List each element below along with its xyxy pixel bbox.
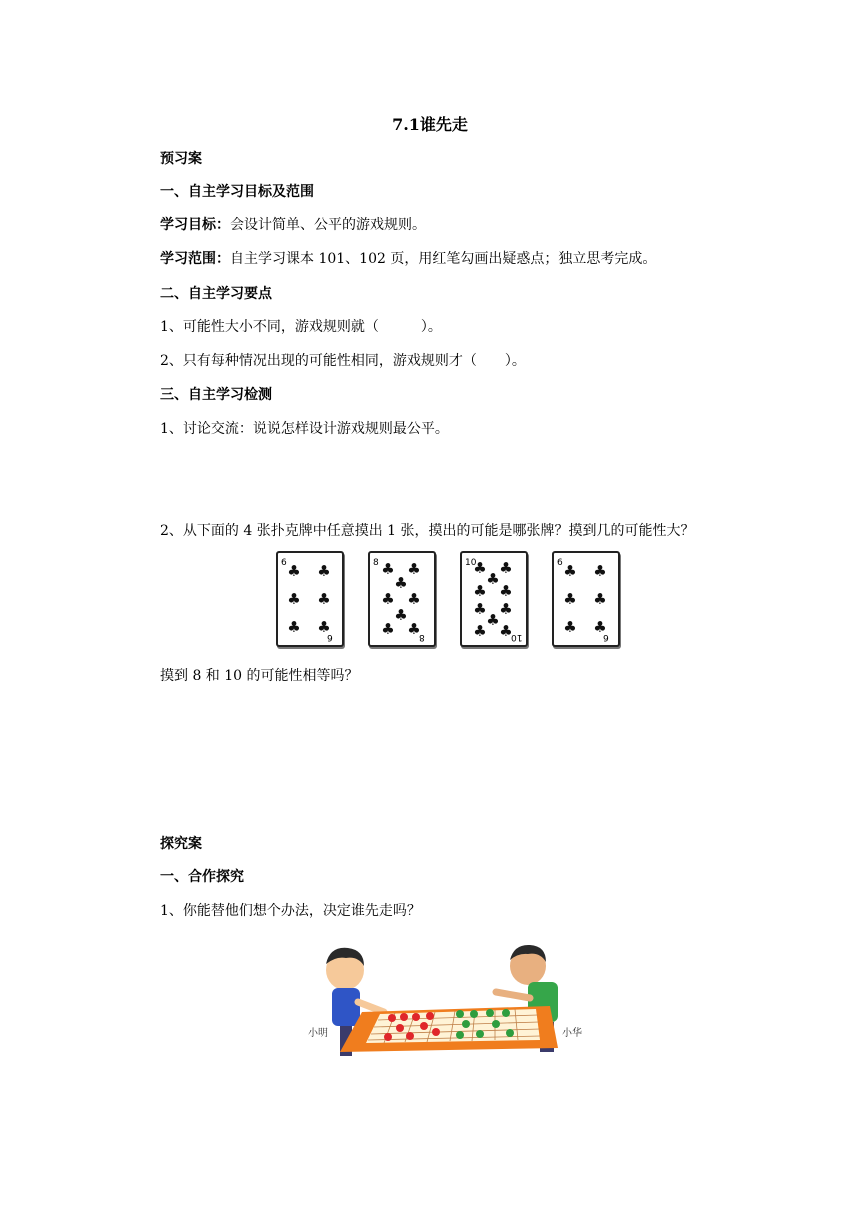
club-pip-icon: ♣ — [563, 590, 577, 608]
club-pip-icon: ♣ — [407, 590, 421, 608]
club-pip-icon: ♣ — [486, 570, 500, 588]
scope-text: 自主学习课本 101、102 页，用红笔勾画出疑惑点；独立思考完成。 — [230, 251, 657, 267]
club-pip-icon: ♣ — [473, 559, 487, 577]
playing-cards — [276, 551, 620, 647]
page-title: 7.1谁先走 — [392, 115, 468, 134]
card-rank: 6 — [281, 558, 287, 568]
section3-heading: 三、自主学习检测 — [160, 387, 272, 403]
card-rank-bottom: 6 — [603, 632, 609, 642]
section2-heading: 二、自主学习要点 — [160, 286, 272, 302]
club-pip-icon: ♣ — [563, 562, 577, 580]
club-pip-icon: ♣ — [499, 559, 513, 577]
card-six-clubs — [276, 551, 344, 647]
club-pip-icon: ♣ — [499, 582, 513, 600]
goal-text: 会设计简单、公平的游戏规则。 — [230, 217, 426, 233]
club-pip-icon: ♣ — [381, 620, 395, 638]
chess-illustration — [300, 940, 590, 1065]
club-pip-icon: ♣ — [317, 618, 331, 636]
scope-label: 学习范围： — [160, 251, 230, 267]
club-pip-icon: ♣ — [287, 590, 301, 608]
club-pip-icon: ♣ — [381, 560, 395, 578]
card-rank-bottom: 8 — [419, 632, 425, 642]
point-1: 1、可能性大小不同，游戏规则就（ ）。 — [160, 319, 442, 335]
club-pip-icon: ♣ — [593, 590, 607, 608]
club-pip-icon: ♣ — [499, 622, 513, 640]
club-pip-icon: ♣ — [563, 618, 577, 636]
club-pip-icon: ♣ — [473, 582, 487, 600]
club-pip-icon: ♣ — [473, 622, 487, 640]
question-1: 1、讨论交流：说说怎样设计游戏规则最公平。 — [160, 421, 449, 437]
club-pip-icon: ♣ — [287, 562, 301, 580]
club-pip-icon: ♣ — [593, 618, 607, 636]
card-rank-bottom: 6 — [327, 632, 333, 642]
explore-section1-heading: 一、合作探究 — [160, 869, 244, 885]
club-pip-icon: ♣ — [407, 560, 421, 578]
goal-label: 学习目标： — [160, 217, 230, 233]
explore-heading: 探究案 — [160, 836, 202, 852]
club-pip-icon: ♣ — [499, 600, 513, 618]
club-pip-icon: ♣ — [486, 611, 500, 629]
club-pip-icon: ♣ — [287, 618, 301, 636]
card-rank: 10 — [465, 558, 477, 568]
left-name-label: 小明 — [308, 1028, 328, 1039]
club-pip-icon: ♣ — [394, 574, 408, 592]
point-2: 2、只有每种情况出现的可能性相同，游戏规则才（ ）。 — [160, 353, 526, 369]
right-name-label: 小华 — [562, 1028, 582, 1039]
card-rank: 8 — [373, 558, 379, 568]
club-pip-icon: ♣ — [473, 600, 487, 618]
club-pip-icon: ♣ — [381, 590, 395, 608]
card-rank-bottom: 10 — [511, 632, 523, 642]
club-pip-icon: ♣ — [407, 620, 421, 638]
card-eight-clubs — [368, 551, 436, 647]
explore-question-1: 1、你能替他们想个办法，决定谁先走吗？ — [160, 903, 421, 919]
preview-heading: 预习案 — [160, 151, 202, 167]
card-ten-clubs — [460, 551, 528, 647]
learning-scope — [160, 248, 656, 268]
card-rank: 6 — [557, 558, 563, 568]
section1-heading: 一、自主学习目标及范围 — [160, 184, 314, 200]
learning-goal — [160, 214, 426, 234]
question-2: 2、从下面的 4 张扑克牌中任意摸出 1 张，摸出的可能是哪张牌？摸到几的可能性大？ — [160, 523, 695, 539]
question-2-followup: 摸到 8 和 10 的可能性相等吗？ — [160, 668, 359, 684]
club-pip-icon: ♣ — [593, 562, 607, 580]
club-pip-icon: ♣ — [317, 562, 331, 580]
club-pip-icon: ♣ — [317, 590, 331, 608]
club-pip-icon: ♣ — [394, 606, 408, 624]
card-six-clubs-2 — [552, 551, 620, 647]
